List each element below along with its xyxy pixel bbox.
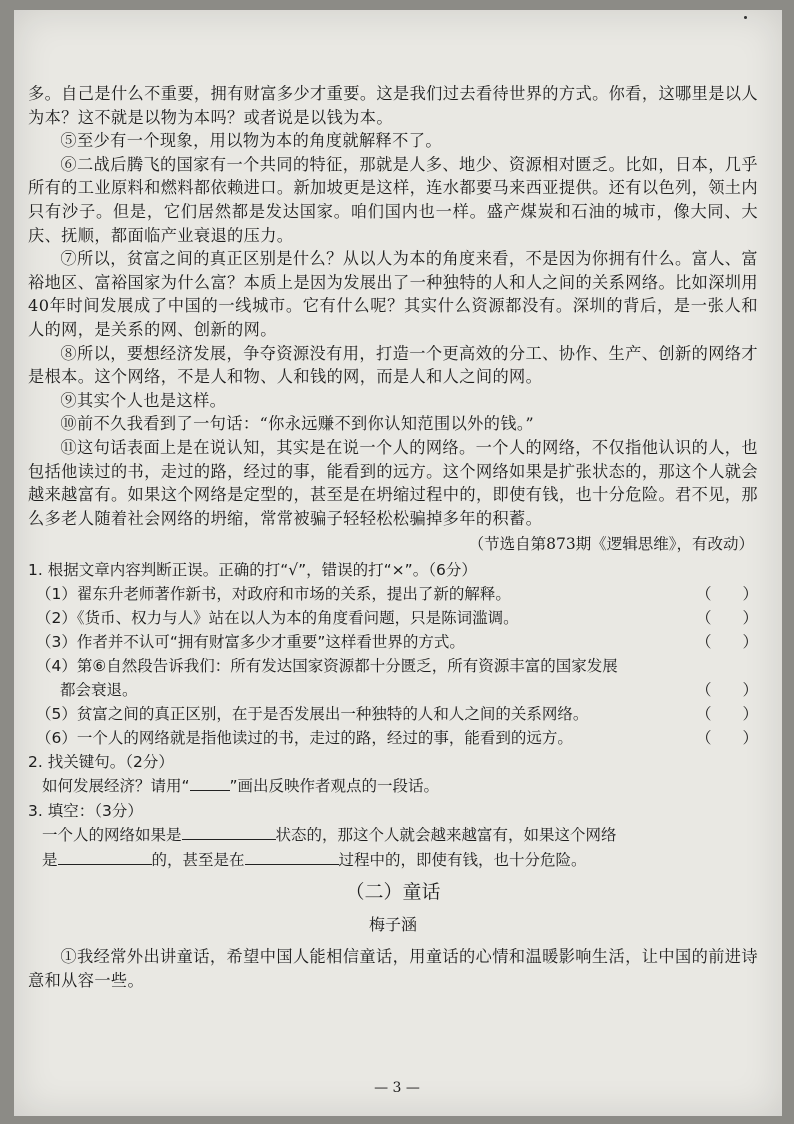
fill-blank-2[interactable] <box>58 864 152 865</box>
question-3-line-1: 一个人的网络如果是 状态的，那这个人就会越来越富有，如果这个网络 <box>42 826 617 845</box>
paragraph-11: ⑪这句话表面上是在说认知，其实是在说一个人的网络。一个人的网络，不仅指他认识的人，也包括他读过的书，走过的路，经过的事，能看到的远方。这个网络如果是扩张状态的，那这个人就会越来越富有。如果这个网络是定型的，甚至是在坍缩过程中的，即使有钱，也十分危险。君不见，那么多老人随着社会网络的坍缩，常常被骗子轻轻松松骗掉多年的积蓄。 <box>28 437 758 528</box>
question-1-title: 1. 根据文章内容判断正误。正确的打“√”，错误的打“×”。（6分） <box>28 561 477 580</box>
answer-parentheses[interactable]: （ ） <box>695 705 758 724</box>
paragraph-5: ⑤至少有一个现象，用以物为本的角度就解释不了。 <box>60 131 442 151</box>
paragraph-9: ⑨其实个人也是这样。 <box>60 390 227 410</box>
question-1-item-1: （1）翟东升老师著作新书，对政府和市场的关系，提出了新的解释。 （ ） <box>28 582 758 606</box>
source-citation: （节选自第873期《逻辑思维》，有改动） <box>468 535 754 554</box>
question-2-text: 如何发展经济？请用“ ”画出反映作者观点的一段话。 <box>42 777 440 796</box>
answer-parentheses[interactable]: （ ） <box>695 729 758 748</box>
fill-blank-1[interactable] <box>182 839 276 840</box>
speck <box>744 16 747 19</box>
question-1-item-3: （3）作者并不认可“拥有财富多少才重要”这样看世界的方式。 （ ） <box>28 630 758 654</box>
answer-parentheses[interactable]: （ ） <box>695 585 758 604</box>
section-author: 梅子涵 <box>368 915 417 935</box>
paragraph-continued: 多。自己是什么不重要，拥有财富多少才重要。这是我们过去看待世界的方式。你看，这哪里是以人为本？这不就是以物为本吗？或者说是以钱为本。 <box>28 84 758 127</box>
question-2-title: 2. 找关键句。（2分） <box>28 753 174 772</box>
answer-parentheses[interactable]: （ ） <box>695 633 758 652</box>
page-content <box>28 82 758 992</box>
question-3-line-2: 是 的，甚至是在 过程中的，即使有钱，也十分危险。 <box>42 851 587 870</box>
section-paragraph-1: ①我经常外出讲童话，希望中国人能相信童话，用童话的心情和温暖影响生活，让中国的前进诗意和从容一些。 <box>28 947 758 990</box>
question-1-item-4: （4）第⑥自然段告诉我们：所有发达国家资源都十分匮乏，所有资源丰富的国家发展 都会衰退。 （ ） <box>28 654 758 702</box>
underline-sample <box>190 790 230 791</box>
question-1-item-6: （6）一个人的网络就是指他读过的书，走过的路，经过的事，能看到的远方。 （ ） <box>28 726 758 750</box>
answer-parentheses[interactable]: （ ） <box>695 609 758 628</box>
fill-blank-3[interactable] <box>245 864 339 865</box>
page-number: — 3 — <box>374 1080 420 1096</box>
answer-parentheses[interactable]: （ ） <box>695 681 758 700</box>
question-1-item-2: （2）《货币、权力与人》站在以人为本的角度看问题，只是陈词滥调。 （ ） <box>28 606 758 630</box>
paragraph-6: ⑥二战后腾飞的国家有一个共同的特征，那就是人多、地少、资源相对匮乏。比如，日本，几乎所有的工业原料和燃料都依赖进口。新加坡更是这样，连水都要马来西亚提供。还有以色列，领土内只有沙子。但是，它们居然都是发达国家。咱们国内也一样。盛产煤炭和石油的城市，像大同、大庆、抚顺，都面临产业衰退的压力。 <box>28 154 758 245</box>
question-3-title: 3. 填空：（3分） <box>28 802 143 821</box>
paragraph-7: ⑦所以，贫富之间的真正区别是什么？从以人为本的角度来看，不是因为你拥有什么。富人、富裕地区、富裕国家为什么富？本质上是因为发展出了一种独特的人和人之间的关系网络。比如深圳用40年时间发展成了中国的一线城市。它有什么呢？其实什么资源都没有。深圳的背后，是一张人和人的网，是关系的网、创新的网。 <box>28 249 758 339</box>
paragraph-10: ⑩前不久我看到了一句话：“你永远赚不到你认知范围以外的钱。” <box>60 414 535 434</box>
question-1-item-5: （5）贫富之间的真正区别，在于是否发展出一种独特的人和人之间的关系网络。 （ ） <box>28 702 758 726</box>
paragraph-8: ⑧所以，要想经济发展，争夺资源没有用，打造一个更高效的分工、协作、生产、创新的网络才是根本。这个网络，不是人和物、人和钱的网，而是人和人之间的网。 <box>28 343 758 387</box>
section-title: （二）童话 <box>345 881 441 904</box>
